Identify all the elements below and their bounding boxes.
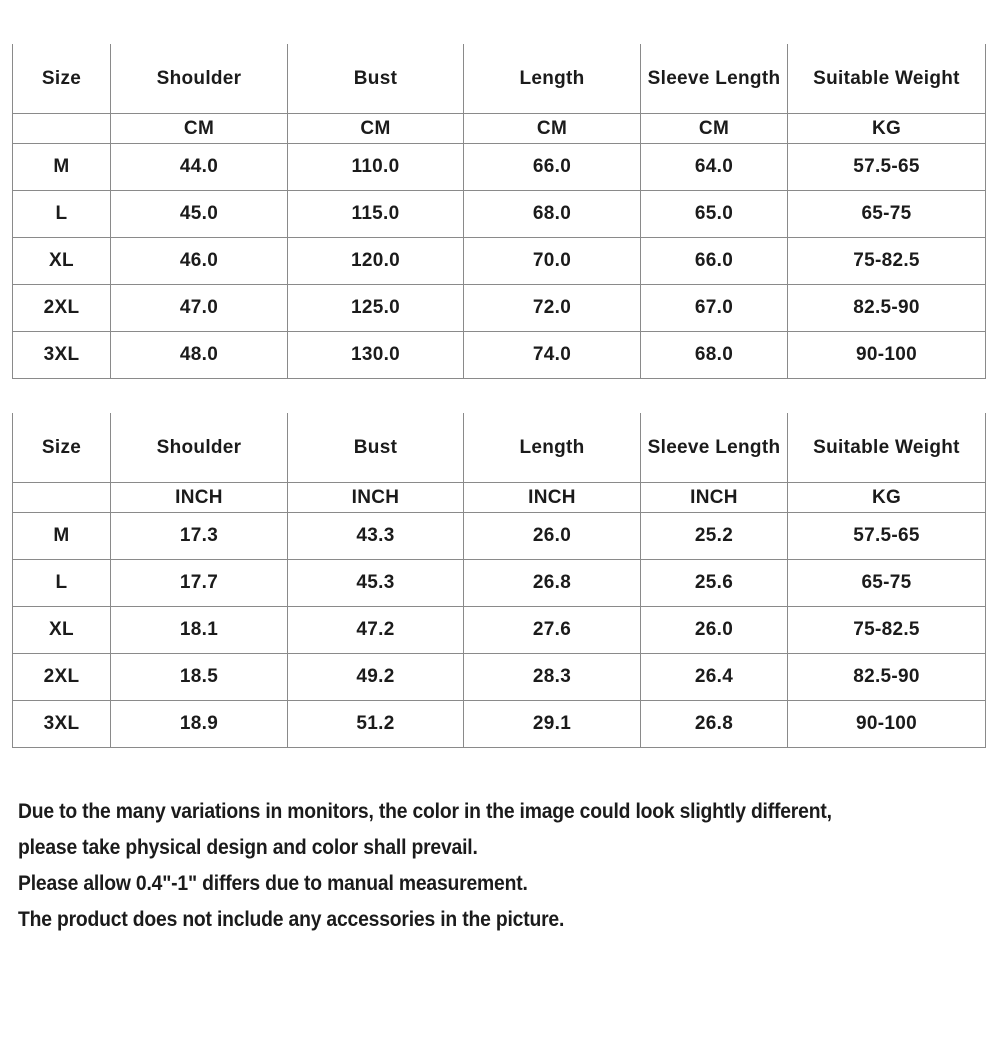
value-cell-length: 74.0 <box>464 332 641 379</box>
size-row-2xl <box>13 285 986 332</box>
note-line-4: The product does not include any accessories in the picture. <box>18 908 565 931</box>
value-cell-suitable-weight: 57.5-65 <box>788 144 986 191</box>
value-cell-sleeve-length: 25.6 <box>641 560 788 607</box>
value-cell-shoulder: 47.0 <box>111 285 288 332</box>
size-row-3xl <box>13 332 986 379</box>
size-row-l <box>13 560 986 607</box>
value-cell-suitable-weight: 65-75 <box>788 560 986 607</box>
note-line-2: please take physical design and color shall prevail. <box>18 836 478 859</box>
value-cell-length: 28.3 <box>464 654 641 701</box>
value-cell-length: 27.6 <box>464 607 641 654</box>
header-row <box>13 413 986 483</box>
column-header-bust: Bust <box>288 413 464 483</box>
value-cell-shoulder: 46.0 <box>111 238 288 285</box>
value-cell-sleeve-length: 67.0 <box>641 285 788 332</box>
value-cell-sleeve-length: 68.0 <box>641 332 788 379</box>
value-cell-bust: 115.0 <box>288 191 464 238</box>
value-cell-suitable-weight: 90-100 <box>788 701 986 748</box>
size-row-m <box>13 144 986 191</box>
note-line-1: Due to the many variations in monitors, the color in the image could look slightly different, <box>18 800 832 823</box>
value-cell-bust: 125.0 <box>288 285 464 332</box>
value-cell-suitable-weight: 82.5-90 <box>788 654 986 701</box>
column-header-length: Length <box>464 44 641 114</box>
column-header-length: Length <box>464 413 641 483</box>
value-cell-sleeve-length: 26.8 <box>641 701 788 748</box>
value-cell-sleeve-length: 65.0 <box>641 191 788 238</box>
value-cell-length: 72.0 <box>464 285 641 332</box>
size-row-m <box>13 513 986 560</box>
size-label: M <box>13 513 111 560</box>
value-cell-sleeve-length: 64.0 <box>641 144 788 191</box>
value-cell-shoulder: 18.5 <box>111 654 288 701</box>
value-cell-bust: 110.0 <box>288 144 464 191</box>
size-label: 2XL <box>13 654 111 701</box>
table-body <box>13 513 986 748</box>
unit-cell-cm: CM <box>464 114 641 144</box>
size-table-inch <box>12 413 986 748</box>
size-row-xl <box>13 238 986 285</box>
value-cell-sleeve-length: 26.4 <box>641 654 788 701</box>
size-label: M <box>13 144 111 191</box>
value-cell-bust: 45.3 <box>288 560 464 607</box>
value-cell-suitable-weight: 57.5-65 <box>788 513 986 560</box>
column-header-suitable-weight: Suitable Weight <box>788 413 986 483</box>
size-label: 2XL <box>13 285 111 332</box>
value-cell-shoulder: 18.9 <box>111 701 288 748</box>
size-chart-page <box>0 44 1000 1044</box>
disclaimer-notes <box>18 800 1000 932</box>
unit-cell-kg: KG <box>788 483 986 513</box>
value-cell-sleeve-length: 66.0 <box>641 238 788 285</box>
value-cell-bust: 47.2 <box>288 607 464 654</box>
value-cell-bust: 130.0 <box>288 332 464 379</box>
size-label: XL <box>13 607 111 654</box>
value-cell-length: 26.8 <box>464 560 641 607</box>
value-cell-length: 70.0 <box>464 238 641 285</box>
size-row-3xl <box>13 701 986 748</box>
header-row <box>13 44 986 114</box>
value-cell-length: 29.1 <box>464 701 641 748</box>
unit-row <box>13 114 986 144</box>
column-header-size: Size <box>13 44 111 114</box>
unit-cell-cm: CM <box>288 114 464 144</box>
unit-row <box>13 483 986 513</box>
unit-cell-empty <box>13 114 111 144</box>
value-cell-shoulder: 18.1 <box>111 607 288 654</box>
column-header-suitable-weight: Suitable Weight <box>788 44 986 114</box>
size-row-xl <box>13 607 986 654</box>
value-cell-shoulder: 45.0 <box>111 191 288 238</box>
size-label: 3XL <box>13 701 111 748</box>
unit-cell-inch: INCH <box>464 483 641 513</box>
value-cell-shoulder: 48.0 <box>111 332 288 379</box>
value-cell-length: 66.0 <box>464 144 641 191</box>
value-cell-suitable-weight: 82.5-90 <box>788 285 986 332</box>
unit-cell-inch: INCH <box>641 483 788 513</box>
value-cell-bust: 120.0 <box>288 238 464 285</box>
column-header-sleeve-length: Sleeve Length <box>641 44 788 114</box>
note-line-3: Please allow 0.4"-1" differs due to manual measurement. <box>18 872 528 895</box>
value-cell-bust: 43.3 <box>288 513 464 560</box>
size-row-l <box>13 191 986 238</box>
table-body <box>13 144 986 379</box>
value-cell-suitable-weight: 65-75 <box>788 191 986 238</box>
unit-cell-inch: INCH <box>288 483 464 513</box>
unit-cell-inch: INCH <box>111 483 288 513</box>
size-label: XL <box>13 238 111 285</box>
unit-cell-cm: CM <box>641 114 788 144</box>
value-cell-shoulder: 44.0 <box>111 144 288 191</box>
value-cell-bust: 49.2 <box>288 654 464 701</box>
value-cell-sleeve-length: 26.0 <box>641 607 788 654</box>
size-label: L <box>13 560 111 607</box>
value-cell-length: 26.0 <box>464 513 641 560</box>
value-cell-bust: 51.2 <box>288 701 464 748</box>
value-cell-suitable-weight: 75-82.5 <box>788 238 986 285</box>
value-cell-shoulder: 17.3 <box>111 513 288 560</box>
column-header-shoulder: Shoulder <box>111 413 288 483</box>
unit-cell-empty <box>13 483 111 513</box>
column-header-bust: Bust <box>288 44 464 114</box>
unit-cell-cm: CM <box>111 114 288 144</box>
column-header-sleeve-length: Sleeve Length <box>641 413 788 483</box>
column-header-shoulder: Shoulder <box>111 44 288 114</box>
value-cell-sleeve-length: 25.2 <box>641 513 788 560</box>
size-row-2xl <box>13 654 986 701</box>
value-cell-suitable-weight: 75-82.5 <box>788 607 986 654</box>
value-cell-length: 68.0 <box>464 191 641 238</box>
column-header-size: Size <box>13 413 111 483</box>
size-label: L <box>13 191 111 238</box>
value-cell-suitable-weight: 90-100 <box>788 332 986 379</box>
unit-cell-kg: KG <box>788 114 986 144</box>
size-label: 3XL <box>13 332 111 379</box>
size-table-cm <box>12 44 986 379</box>
value-cell-shoulder: 17.7 <box>111 560 288 607</box>
